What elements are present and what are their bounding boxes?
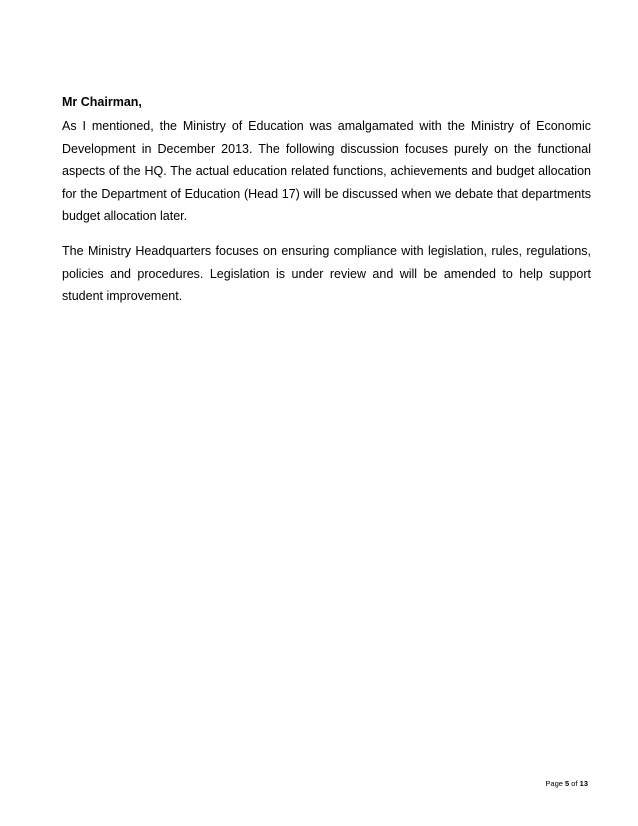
salutation-heading: Mr Chairman, xyxy=(62,95,142,109)
total-page-count: 13 xyxy=(579,779,588,788)
body-paragraph: As I mentioned, the Ministry of Education was amalgamated with the Ministry of Economic Development in December 2013. The following discussion focuses purely on the functional aspects of the HQ. The actual education related functions, achievements and budget allocation for the Department of Education (Head 17) will be discussed when we debate that departments budget allocation later. xyxy=(62,119,591,223)
page-number-footer xyxy=(545,779,588,788)
of-label: of xyxy=(571,779,578,788)
page-label: Page xyxy=(545,779,563,788)
body-paragraph: The Ministry Headquarters focuses on ensuring compliance with legislation, rules, regulations, policies and procedures. Legislation is under review and will be amended to help support student improvement. xyxy=(62,244,591,303)
current-page-number: 5 xyxy=(565,779,570,788)
